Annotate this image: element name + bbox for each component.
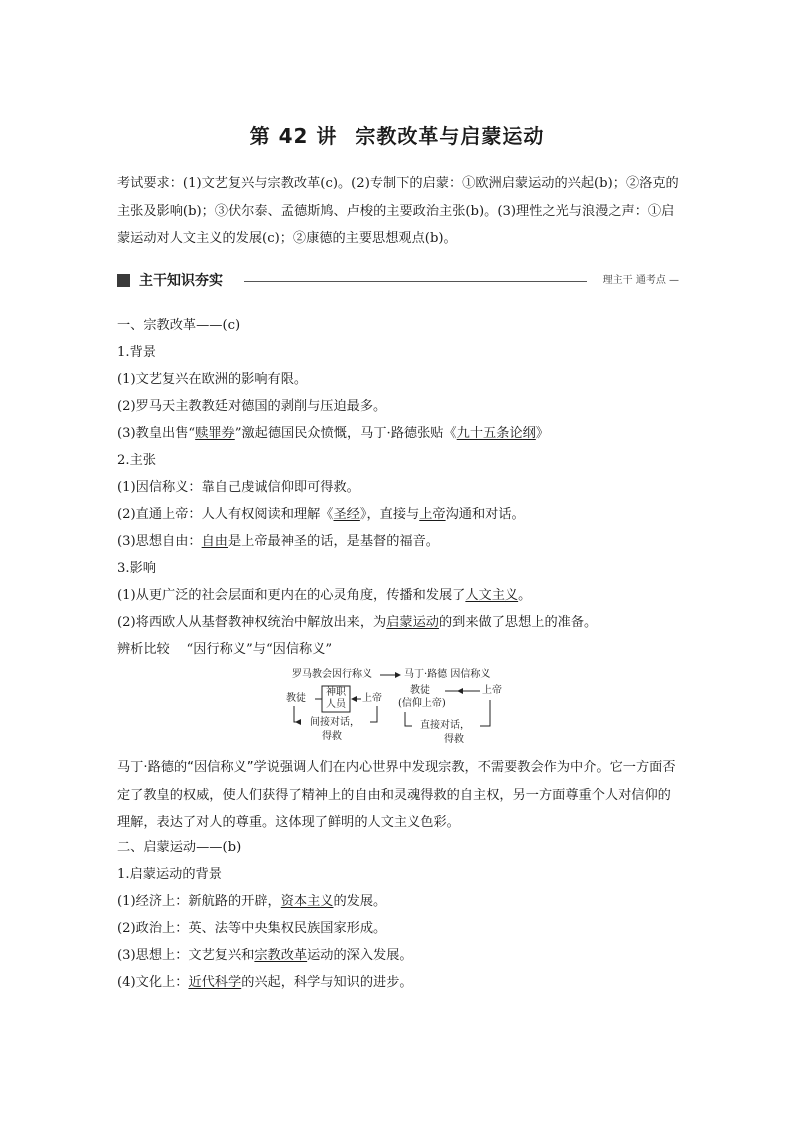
- underlined-answer: 上帝: [419, 507, 446, 522]
- impact-heading: 3.影响: [117, 561, 156, 576]
- underlined-answer: 近代科学: [188, 975, 242, 990]
- background-heading: 1.背景: [117, 345, 156, 360]
- part2-heading: 二、启蒙运动——(b): [117, 840, 242, 855]
- comparison-heading: 辨析比较 “因行称义”与“因信称义”: [117, 642, 333, 657]
- underlined-answer: 启蒙运动: [386, 615, 439, 630]
- diagram-saved: 得救: [322, 731, 342, 742]
- background-item-3: (3)教皇出售“赎罪券”激起德国民众愤慨，马丁·路德张贴《九十五条论纲》: [117, 426, 549, 441]
- section-divider: [244, 281, 587, 282]
- diagram-clergy-2: 人员: [326, 699, 346, 710]
- enlightenment-bg-2: (2)政治上：英、法等中央集权民族国家形成。: [117, 921, 387, 936]
- claim-item-2: (2)直通上帝：人人有权阅读和理解《圣经》，直接与上帝沟通和对话。: [117, 507, 525, 522]
- claim-item-3: (3)思想自由：自由是上帝最神圣的话，是基督的福音。: [117, 534, 439, 549]
- diagram-clergy-1: 神职: [326, 687, 346, 698]
- underlined-answer: 宗教改革: [254, 948, 308, 963]
- underlined-answer: 圣经: [333, 507, 360, 522]
- exam-requirements: 考试要求：(1)文艺复兴与宗教改革(c)。(2)专制下的启蒙：①欧洲启蒙运动的兴起(b)；②洛克的主张及影响(b)；③伏尔泰、孟德斯鸠、卢梭的主要政治主张(b)。(3)理性之光与浪漫之声：①启蒙运动对人文主义的发展(c)；②康德的主要思想观点(b)。: [117, 176, 679, 246]
- underlined-answer: 九十五条论纲: [456, 426, 536, 441]
- claims-heading: 2.主张: [117, 453, 156, 468]
- enlightenment-bg-1: (1)经济上：新航路的开辟，资本主义的发展。: [117, 894, 387, 909]
- underlined-answer: 自由: [201, 534, 228, 549]
- diagram-god-2: 上帝: [482, 685, 502, 696]
- underlined-answer: 赎罪券: [195, 426, 235, 441]
- part1-heading: 一、宗教改革——(c): [117, 318, 241, 333]
- underlined-answer: 人文主义: [465, 588, 519, 603]
- section-tag: 理主干 通考点 —: [602, 275, 679, 286]
- section-title: 主干知识夯实: [139, 273, 223, 289]
- background-item-1: (1)文艺复兴在欧洲的影响有限。: [117, 372, 308, 387]
- enlightenment-bg-heading: 1.启蒙运动的背景: [117, 867, 222, 882]
- section-square-icon: [117, 274, 130, 287]
- diagram-left-title: 罗马教会因行称义: [292, 669, 372, 680]
- diagram-indirect: 间接对话，: [310, 717, 360, 728]
- section-header: [117, 270, 679, 292]
- enlightenment-bg-3: (3)思想上：文艺复兴和宗教改革运动的深入发展。: [117, 948, 413, 963]
- diagram-believer-2: 教徒: [410, 685, 430, 696]
- enlightenment-bg-4: (4)文化上：近代科学的兴起，科学与知识的进步。: [117, 975, 413, 990]
- underlined-answer: 资本主义: [280, 894, 334, 909]
- diagram-direct: 直接对话，: [420, 720, 470, 731]
- impact-item-2: (2)将西欧人从基督教神权统治中解放出来，为启蒙运动的到来做了思想上的准备。: [117, 615, 598, 630]
- diagram-believer: 教徒: [286, 693, 306, 704]
- lecture-title: [0, 120, 794, 149]
- diagram-god: 上帝: [362, 693, 382, 704]
- impact-item-1: (1)从更广泛的社会层面和更内在的心灵角度，传播和发展了人文主义。: [117, 588, 532, 603]
- diagram-faith: (信仰上帝): [398, 698, 446, 709]
- background-item-2: (2)罗马天主教教廷对德国的剥削与压迫最多。: [117, 399, 387, 414]
- diagram-saved-2: 得救: [444, 734, 464, 745]
- lecture-name: 宗教改革与启蒙运动: [355, 124, 545, 148]
- claim-item-1: (1)因信称义：靠自己虔诚信仰即可得救。: [117, 480, 360, 495]
- lecture-number: 第 42 讲: [249, 124, 338, 148]
- comparison-diagram: [280, 664, 520, 752]
- summary-paragraph: 马丁·路德的“因信称义”学说强调人们在内心世界中发现宗教，不需要教会作为中介。它一方面否定了教皇的权威，使人们获得了精神上的自由和灵魂得救的自主权，另一方面尊重个人对信仰的理解，表达了对人的尊重。这体现了鲜明的人文主义色彩。: [117, 760, 676, 830]
- diagram-right-title: 马丁·路德 因信称义: [404, 669, 491, 680]
